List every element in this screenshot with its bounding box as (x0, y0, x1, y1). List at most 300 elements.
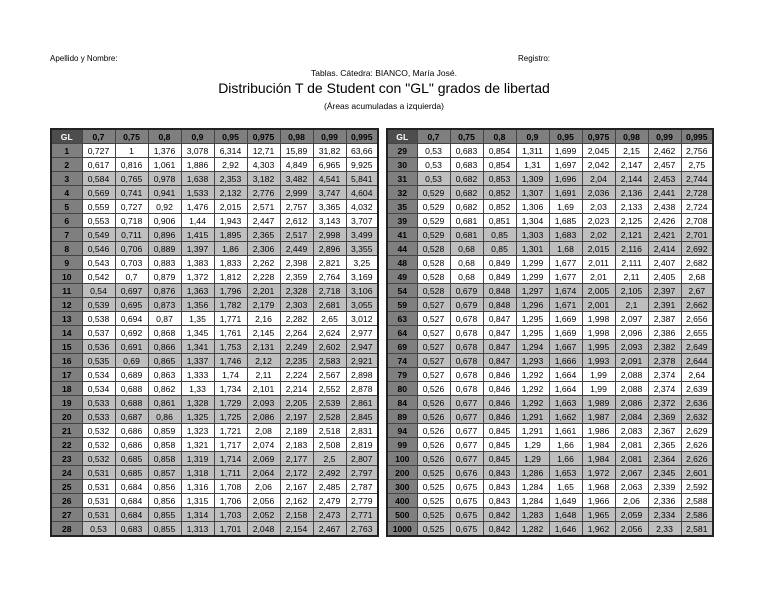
value-cell: 2,015 (582, 242, 615, 256)
value-cell: 0,679 (450, 284, 483, 298)
value-cell: 2,167 (280, 480, 313, 494)
value-cell: 1,714 (214, 452, 247, 466)
value-cell: 0,873 (148, 298, 181, 312)
gl-cell: 24 (51, 466, 82, 480)
value-cell: 0,678 (450, 354, 483, 368)
value-cell: 1,674 (549, 284, 582, 298)
value-cell: 0,527 (417, 354, 450, 368)
gl-cell: 89 (387, 410, 417, 424)
value-cell: 2,056 (247, 494, 280, 508)
gl-cell: 26 (51, 494, 82, 508)
value-cell: 0,675 (450, 494, 483, 508)
value-cell: 0,711 (115, 228, 148, 242)
value-cell: 2,339 (648, 480, 681, 494)
value-cell: 3,355 (346, 242, 378, 256)
value-cell: 0,526 (417, 452, 450, 466)
value-cell: 2,015 (214, 200, 247, 214)
value-cell: 2,728 (681, 186, 713, 200)
value-cell: 2,04 (582, 172, 615, 186)
value-cell: 2,776 (247, 186, 280, 200)
value-cell: 1,35 (181, 312, 214, 326)
value-cell: 0,68 (450, 256, 483, 270)
value-cell: 1,297 (516, 284, 549, 298)
value-cell: 1,325 (181, 410, 214, 424)
value-cell: 2,228 (247, 270, 280, 284)
value-cell: 2,086 (247, 410, 280, 424)
value-cell: 0,853 (483, 172, 516, 186)
value-cell: 0,687 (115, 410, 148, 424)
value-cell: 2,407 (648, 256, 681, 270)
gl-cell: 44 (387, 242, 417, 256)
value-cell: 2,249 (280, 340, 313, 354)
value-cell: 1,284 (516, 494, 549, 508)
value-cell: 2,807 (346, 452, 378, 466)
value-cell: 1,292 (516, 396, 549, 410)
value-cell: 1,292 (516, 368, 549, 382)
value-cell: 0,683 (450, 144, 483, 158)
value-cell: 0,86 (148, 410, 181, 424)
value-cell: 0,863 (148, 368, 181, 382)
value-cell: 2,12 (247, 354, 280, 368)
value-cell: 2,064 (247, 466, 280, 480)
value-cell: 2,048 (247, 522, 280, 537)
value-cell: 0,697 (115, 284, 148, 298)
value-cell: 2,656 (681, 312, 713, 326)
value-cell: 2,387 (648, 312, 681, 326)
value-cell: 2,756 (681, 144, 713, 158)
value-cell: 1,664 (549, 368, 582, 382)
table-row (51, 144, 378, 158)
value-cell: 0,678 (450, 368, 483, 382)
table-row (387, 354, 713, 368)
value-cell: 0,679 (450, 298, 483, 312)
value-cell: 2,052 (247, 508, 280, 522)
value-cell: 15,89 (280, 144, 313, 158)
value-cell: 1,363 (181, 284, 214, 298)
value-cell: 1,86 (214, 242, 247, 256)
value-cell: 1,683 (549, 228, 582, 242)
header-row (51, 129, 378, 144)
value-cell: 1,65 (549, 480, 582, 494)
value-cell: 1,376 (148, 144, 181, 158)
gl-cell: 64 (387, 326, 417, 340)
value-cell: 0,678 (450, 382, 483, 396)
value-cell: 2,75 (681, 158, 713, 172)
value-cell: 2,023 (582, 214, 615, 228)
value-cell: 2,045 (582, 144, 615, 158)
value-cell: 1,886 (181, 158, 214, 172)
value-cell: 0,559 (82, 200, 115, 214)
value-cell: 2,386 (648, 326, 681, 340)
value-cell: 1,995 (582, 340, 615, 354)
table-row (51, 284, 378, 298)
value-cell: 6,965 (313, 158, 346, 172)
value-cell: 0,686 (115, 424, 148, 438)
value-cell: 1,812 (214, 270, 247, 284)
value-cell: 3,078 (181, 144, 214, 158)
value-cell: 2,588 (681, 494, 713, 508)
table-row (51, 368, 378, 382)
value-cell: 0,537 (82, 326, 115, 340)
value-cell: 1,383 (181, 256, 214, 270)
value-cell: 2,084 (615, 410, 648, 424)
value-cell: 0,677 (450, 396, 483, 410)
gl-cell: 4 (51, 186, 82, 200)
value-cell: 0,549 (82, 228, 115, 242)
value-cell: 0,682 (450, 200, 483, 214)
value-cell: 1,691 (549, 186, 582, 200)
value-cell: 0,532 (82, 452, 115, 466)
value-cell: 1,74 (214, 368, 247, 382)
value-cell: 0,685 (115, 466, 148, 480)
value-cell: 2,205 (280, 396, 313, 410)
table-row (51, 200, 378, 214)
value-cell: 1,666 (549, 354, 582, 368)
table-row (51, 424, 378, 438)
value-cell: 0,684 (115, 494, 148, 508)
value-cell: 2,369 (648, 410, 681, 424)
value-cell: 1,703 (214, 508, 247, 522)
value-cell: 0,857 (148, 466, 181, 480)
value-cell: 0,703 (115, 256, 148, 270)
value-cell: 2,629 (681, 424, 713, 438)
value-cell: 1,965 (582, 508, 615, 522)
value-cell: 1,333 (181, 368, 214, 382)
gl-cell: 94 (387, 424, 417, 438)
value-cell: 1,309 (516, 172, 549, 186)
value-cell: 0,691 (115, 340, 148, 354)
table-row (51, 452, 378, 466)
gl-cell: 19 (51, 396, 82, 410)
value-cell: 2,101 (247, 382, 280, 396)
value-cell: 1,998 (582, 326, 615, 340)
value-cell: 0,529 (417, 228, 450, 242)
value-cell: 1,66 (549, 438, 582, 452)
value-cell: 2,65 (313, 312, 346, 326)
value-cell: 4,032 (346, 200, 378, 214)
note: (Áreas acumuladas a izquierda) (323, 101, 444, 111)
value-cell: 1,711 (214, 466, 247, 480)
column-header: 0,75 (115, 129, 148, 144)
value-cell: 2,421 (648, 228, 681, 242)
value-cell: 0,682 (450, 172, 483, 186)
table-row (51, 298, 378, 312)
value-cell: 2,921 (346, 354, 378, 368)
value-cell: 2,011 (582, 256, 615, 270)
table-row (51, 494, 378, 508)
value-cell: 1,734 (214, 382, 247, 396)
column-header: 0,975 (582, 129, 615, 144)
value-cell: 2,063 (615, 480, 648, 494)
value-cell: 2,947 (346, 340, 378, 354)
value-cell: 1,833 (214, 256, 247, 270)
value-cell: 2,183 (280, 438, 313, 452)
value-cell: 2,121 (615, 228, 648, 242)
table-row (387, 312, 713, 326)
value-cell: 0,617 (82, 158, 115, 172)
value-cell: 1,653 (549, 466, 582, 480)
gl-cell: 31 (387, 172, 417, 186)
gl-cell: 2 (51, 158, 82, 172)
value-cell: 3,106 (346, 284, 378, 298)
value-cell: 2,764 (313, 270, 346, 284)
value-cell: 1,99 (582, 382, 615, 396)
table-row (51, 340, 378, 354)
value-cell: 3,707 (346, 214, 378, 228)
value-cell: 2,03 (582, 200, 615, 214)
value-cell: 0,87 (148, 312, 181, 326)
value-cell: 0,846 (483, 410, 516, 424)
value-cell: 0,525 (417, 494, 450, 508)
value-cell: 2,787 (346, 480, 378, 494)
value-cell: 2,096 (615, 326, 648, 340)
value-cell: 1,667 (549, 340, 582, 354)
table-body (51, 144, 378, 537)
gl-cell: 54 (387, 284, 417, 298)
subtitle: Tablas. Cátedra: BIANCO, María José. (311, 68, 457, 78)
value-cell: 0,678 (450, 326, 483, 340)
value-cell: 1,697 (549, 158, 582, 172)
value-cell: 2,06 (615, 494, 648, 508)
value-cell: 2,086 (615, 396, 648, 410)
value-cell: 1,314 (181, 508, 214, 522)
table-row (387, 242, 713, 256)
value-cell: 1,356 (181, 298, 214, 312)
value-cell: 2,093 (247, 396, 280, 410)
value-cell: 3,747 (313, 186, 346, 200)
value-cell: 1,725 (214, 410, 247, 424)
value-cell: 2,718 (313, 284, 346, 298)
value-cell: 1,708 (214, 480, 247, 494)
value-cell: 0,677 (450, 452, 483, 466)
value-cell: 1,699 (549, 144, 582, 158)
value-cell: 2,08 (247, 424, 280, 438)
value-cell: 2,861 (346, 396, 378, 410)
table-row (51, 186, 378, 200)
table-row (51, 270, 378, 284)
value-cell: 2,896 (313, 242, 346, 256)
value-cell: 0,686 (115, 438, 148, 452)
value-cell: 1,44 (181, 214, 214, 228)
value-cell: 0,533 (82, 396, 115, 410)
gl-cell: 39 (387, 214, 417, 228)
value-cell: 2,353 (214, 172, 247, 186)
value-cell: 2,819 (346, 438, 378, 452)
table-row (387, 522, 713, 537)
table-row (387, 452, 713, 466)
gl-cell: 3 (51, 172, 82, 186)
value-cell: 2,154 (280, 522, 313, 537)
column-header: 0,99 (313, 129, 346, 144)
value-cell: 1,316 (181, 480, 214, 494)
value-cell: 1,968 (582, 480, 615, 494)
value-cell: 0,855 (148, 508, 181, 522)
value-cell: 2,11 (247, 368, 280, 382)
value-cell: 2,977 (346, 326, 378, 340)
table-row (387, 480, 713, 494)
value-cell: 2,492 (313, 466, 346, 480)
value-cell: 0,527 (417, 340, 450, 354)
value-cell: 0,539 (82, 298, 115, 312)
value-cell: 0,868 (148, 326, 181, 340)
gl-cell: 12 (51, 298, 82, 312)
value-cell: 0,534 (82, 382, 115, 396)
value-cell: 2,262 (247, 256, 280, 270)
value-cell: 0,7 (115, 270, 148, 284)
column-header: 0,995 (681, 129, 713, 144)
table-row (387, 256, 713, 270)
value-cell: 2,042 (582, 158, 615, 172)
value-cell: 1,292 (516, 382, 549, 396)
t-table-left (50, 128, 379, 537)
value-cell: 0,569 (82, 186, 115, 200)
value-cell: 1,31 (516, 158, 549, 172)
table-row (51, 466, 378, 480)
table-row (51, 242, 378, 256)
column-header: 0,9 (181, 129, 214, 144)
value-cell: 2,68 (681, 270, 713, 284)
value-cell: 2,485 (313, 480, 346, 494)
value-cell: 2,649 (681, 340, 713, 354)
value-cell: 2,179 (247, 298, 280, 312)
value-cell: 1,29 (516, 438, 549, 452)
table-row (51, 326, 378, 340)
value-cell: 1,68 (549, 242, 582, 256)
value-cell: 0,765 (115, 172, 148, 186)
value-cell: 2,581 (681, 522, 713, 537)
value-cell: 2,539 (313, 396, 346, 410)
value-cell: 0,553 (82, 214, 115, 228)
table-row (51, 172, 378, 186)
value-cell: 0,847 (483, 354, 516, 368)
value-cell: 0,527 (417, 298, 450, 312)
value-cell: 0,531 (82, 480, 115, 494)
value-cell: 1,296 (516, 298, 549, 312)
gl-cell: 13 (51, 312, 82, 326)
value-cell: 3,365 (313, 200, 346, 214)
value-cell: 9,925 (346, 158, 378, 172)
column-header-gl: GL (51, 129, 82, 144)
value-cell: 2,074 (247, 438, 280, 452)
value-cell: 2,441 (648, 186, 681, 200)
gl-cell: 29 (387, 144, 417, 158)
value-cell: 2,147 (615, 158, 648, 172)
value-cell: 0,855 (148, 522, 181, 537)
table-row (51, 354, 378, 368)
value-cell: 0,941 (148, 186, 181, 200)
value-cell: 2,067 (615, 466, 648, 480)
value-cell: 2,583 (313, 354, 346, 368)
value-cell: 0,688 (115, 382, 148, 396)
value-cell: 0,527 (417, 326, 450, 340)
value-cell: 0,858 (148, 438, 181, 452)
value-cell: 2,01 (582, 270, 615, 284)
column-header: 0,98 (280, 129, 313, 144)
value-cell: 2,158 (280, 508, 313, 522)
table-row (387, 186, 713, 200)
value-cell: 0,906 (148, 214, 181, 228)
value-cell: 2,681 (313, 298, 346, 312)
table-row (51, 256, 378, 270)
table-row (387, 340, 713, 354)
value-cell: 2,771 (346, 508, 378, 522)
value-cell: 2,336 (648, 494, 681, 508)
value-cell: 1,372 (181, 270, 214, 284)
value-cell: 0,843 (483, 466, 516, 480)
table-row (387, 368, 713, 382)
value-cell: 0,695 (115, 298, 148, 312)
value-cell: 0,854 (483, 158, 516, 172)
gl-cell: 1000 (387, 522, 417, 537)
value-cell: 0,883 (148, 256, 181, 270)
value-cell: 1,33 (181, 382, 214, 396)
value-cell: 0,526 (417, 424, 450, 438)
value-cell: 0,816 (115, 158, 148, 172)
value-cell: 2,036 (582, 186, 615, 200)
table-row (387, 214, 713, 228)
value-cell: 4,849 (280, 158, 313, 172)
value-cell: 2,763 (346, 522, 378, 537)
value-cell: 1,717 (214, 438, 247, 452)
value-cell: 0,879 (148, 270, 181, 284)
gl-cell: 9 (51, 256, 82, 270)
value-cell: 2,898 (346, 368, 378, 382)
value-cell: 0,856 (148, 494, 181, 508)
value-cell: 2,724 (681, 200, 713, 214)
value-cell: 0,694 (115, 312, 148, 326)
value-cell: 1,341 (181, 340, 214, 354)
value-cell: 2,757 (280, 200, 313, 214)
value-cell: 2,365 (247, 228, 280, 242)
table-row (387, 424, 713, 438)
value-cell: 2,367 (648, 424, 681, 438)
value-cell: 0,531 (82, 466, 115, 480)
gl-cell: 18 (51, 382, 82, 396)
value-cell: 1,345 (181, 326, 214, 340)
value-cell: 1,677 (549, 256, 582, 270)
value-cell: 1,706 (214, 494, 247, 508)
value-cell: 2,398 (280, 256, 313, 270)
value-cell: 0,528 (417, 284, 450, 298)
value-cell: 0,69 (115, 354, 148, 368)
value-cell: 0,526 (417, 438, 450, 452)
value-cell: 1,753 (214, 340, 247, 354)
value-cell: 2,088 (615, 368, 648, 382)
value-cell: 0,847 (483, 340, 516, 354)
value-cell: 0,727 (115, 200, 148, 214)
value-cell: 0,531 (82, 494, 115, 508)
value-cell: 3,182 (247, 172, 280, 186)
gl-cell: 63 (387, 312, 417, 326)
value-cell: 0,896 (148, 228, 181, 242)
table-row (387, 410, 713, 424)
value-cell: 1,294 (516, 340, 549, 354)
value-cell: 0,852 (483, 186, 516, 200)
value-cell: 0,535 (82, 354, 115, 368)
value-cell: 2,797 (346, 466, 378, 480)
value-cell: 0,876 (148, 284, 181, 298)
value-cell: 0,692 (115, 326, 148, 340)
column-header: 0,975 (247, 129, 280, 144)
value-cell: 0,842 (483, 522, 516, 537)
value-cell: 0,684 (115, 508, 148, 522)
value-cell: 0,528 (417, 256, 450, 270)
column-header: 0,95 (214, 129, 247, 144)
value-cell: 4,604 (346, 186, 378, 200)
value-cell: 1,304 (516, 214, 549, 228)
gl-cell: 41 (387, 228, 417, 242)
table-row (51, 228, 378, 242)
